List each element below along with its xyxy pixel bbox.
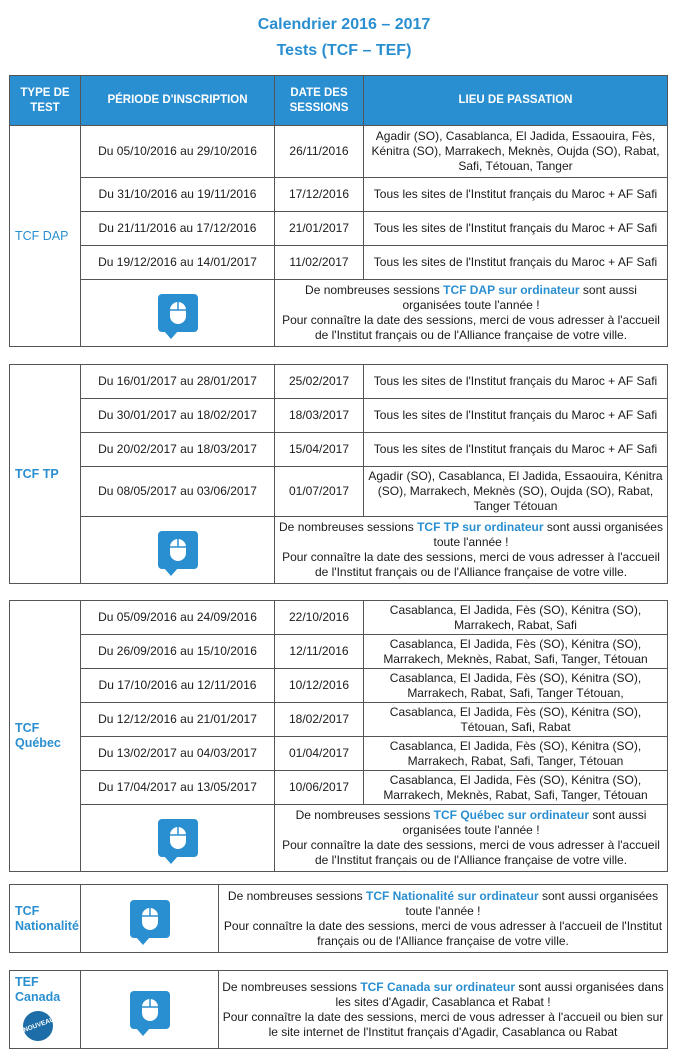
test-type-label: TCF Nationalité (10, 885, 81, 953)
date-cell: 22/10/2016 (275, 601, 364, 635)
place-cell: Tous les sites de l'Institut français du Maroc + AF Safi (364, 212, 668, 246)
mouse-icon-cell (81, 971, 219, 1049)
note-cell: De nombreuses sessions TCF Nationalité sur ordinateur sont aussi organisées toute l'année ! Pour connaître la date des sessions, merci de vous adresser à l'accueil de l'Institut français ou de l'Alliance française de votre ville. (219, 885, 668, 953)
test-type-label: TCF Québec (10, 601, 81, 872)
mouse-icon-cell (81, 885, 219, 953)
place-cell: Casablanca, El Jadida, Fès (SO), Kénitra (SO), Marrakech, Rabat, Safi (364, 601, 668, 635)
place-cell: Tous les sites de l'Institut français du Maroc + AF Safi (364, 365, 668, 399)
place-cell: Casablanca, El Jadida, Fès (SO), Kénitra (SO), Marrakech, Rabat, Safi, Tanger, Tétouan (364, 737, 668, 771)
period-cell: Du 12/12/2016 au 21/01/2017 (81, 703, 275, 737)
header-date: DATE DES SESSIONS (275, 76, 364, 126)
date-cell: 18/03/2017 (275, 399, 364, 433)
note-cell: De nombreuses sessions TCF TP sur ordinateur sont aussi organisées toute l'année ! Pour connaître la date des sessions, merci de vous adresser à l'accueil de l'Institut français ou de l'Alliance française de votre ville. (275, 517, 668, 584)
page-title: Calendrier 2016 – 2017 (257, 16, 431, 33)
table-tcf-quebec (9, 600, 668, 872)
place-cell: Tous les sites de l'Institut français du Maroc + AF Safi (364, 433, 668, 467)
period-cell: Du 20/02/2017 au 18/03/2017 (81, 433, 275, 467)
computer-mouse-icon (158, 819, 198, 857)
place-cell: Casablanca, El Jadida, Fès (SO), Kénitra (SO), Tétouan, Safi, Rabat (364, 703, 668, 737)
computer-mouse-icon (158, 531, 198, 569)
computer-mouse-icon (158, 294, 198, 332)
date-cell: 11/02/2017 (275, 246, 364, 280)
header-place: LIEU DE PASSATION (364, 76, 668, 126)
date-cell: 15/04/2017 (275, 433, 364, 467)
test-type-label: TCF TP (10, 365, 81, 584)
date-cell: 26/11/2016 (275, 126, 364, 178)
period-cell: Du 13/02/2017 au 04/03/2017 (81, 737, 275, 771)
date-cell: 01/04/2017 (275, 737, 364, 771)
date-cell: 01/07/2017 (275, 467, 364, 517)
computer-mouse-icon (130, 991, 170, 1029)
date-cell: 10/12/2016 (275, 669, 364, 703)
table-tcf-dap (9, 75, 668, 347)
nouveau-badge: NOUVEAU (19, 1007, 57, 1045)
date-cell: 21/01/2017 (275, 212, 364, 246)
note-cell: De nombreuses sessions TCF DAP sur ordinateur sont aussi organisées toute l'année ! Pour connaître la date des sessions, merci de vous adresser à l'accueil de l'Institut français ou de l'Alliance française de votre ville. (275, 280, 668, 347)
place-cell: Agadir (SO), Casablanca, El Jadida, Essaouira, Kénitra (SO), Marrakech, Meknès (SO), Oujda (SO), Rabat, Tanger Tétouan (364, 467, 668, 517)
table-tef-canada (9, 970, 668, 1049)
date-cell: 17/12/2016 (275, 178, 364, 212)
test-type-label: TEF Canada NOUVEAU (10, 971, 81, 1049)
computer-mouse-icon (130, 900, 170, 938)
period-cell: Du 17/10/2016 au 12/11/2016 (81, 669, 275, 703)
place-cell: Agadir (SO), Casablanca, El Jadida, Essaouira, Fès, Kénitra (SO), Marrakech, Meknès, Oujda (SO), Rabat, Safi, Tétouan, Tanger (364, 126, 668, 178)
period-cell: Du 31/10/2016 au 19/11/2016 (81, 178, 275, 212)
period-cell: Du 16/01/2017 au 28/01/2017 (81, 365, 275, 399)
table-tcf-nationalite (9, 884, 668, 953)
period-cell: Du 30/01/2017 au 18/02/2017 (81, 399, 275, 433)
period-cell: Du 19/12/2016 au 14/01/2017 (81, 246, 275, 280)
period-cell: Du 26/09/2016 au 15/10/2016 (81, 635, 275, 669)
note-cell: De nombreuses sessions TCF Canada sur ordinateur sont aussi organisées dans les sites d'Agadir, Casablanca et Rabat ! Pour connaître la date des sessions, merci de vous adresser à l'accueil ou bien sur le site internet de l'Institut français d'Agadir, Casablanca ou Rabat (219, 971, 668, 1049)
mouse-icon-cell (81, 517, 275, 584)
date-cell: 12/11/2016 (275, 635, 364, 669)
place-cell: Casablanca, El Jadida, Fès (SO), Kénitra (SO), Marrakech, Meknès, Rabat, Safi, Tanger, Tétouan (364, 771, 668, 805)
note-cell: De nombreuses sessions TCF Québec sur ordinateur sont aussi organisées toute l'année ! Pour connaître la date des sessions, merci de vous adresser à l'accueil de l'Institut français ou de l'Alliance française de votre ville. (275, 805, 668, 872)
place-cell: Casablanca, El Jadida, Fès (SO), Kénitra (SO), Marrakech, Rabat, Safi, Tanger Tétouan, (364, 669, 668, 703)
period-cell: Du 17/04/2017 au 13/05/2017 (81, 771, 275, 805)
period-cell: Du 05/09/2016 au 24/09/2016 (81, 601, 275, 635)
place-cell: Tous les sites de l'Institut français du Maroc + AF Safi (364, 178, 668, 212)
place-cell: Tous les sites de l'Institut français du Maroc + AF Safi (364, 399, 668, 433)
header-type: TYPE DE TEST (10, 76, 81, 126)
place-cell: Casablanca, El Jadida, Fès (SO), Kénitra (SO), Marrakech, Meknès, Rabat, Safi, Tanger, Tétouan (364, 635, 668, 669)
date-cell: 18/02/2017 (275, 703, 364, 737)
date-cell: 25/02/2017 (275, 365, 364, 399)
place-cell: Tous les sites de l'Institut français du Maroc + AF Safi (364, 246, 668, 280)
page-subtitle: Tests (TCF – TEF) (276, 42, 412, 59)
date-cell: 10/06/2017 (275, 771, 364, 805)
period-cell: Du 21/11/2016 au 17/12/2016 (81, 212, 275, 246)
test-type-label: TCF DAP (10, 126, 81, 347)
period-cell: Du 08/05/2017 au 03/06/2017 (81, 467, 275, 517)
mouse-icon-cell (81, 805, 275, 872)
table-tcf-tp (9, 364, 668, 584)
period-cell: Du 05/10/2016 au 29/10/2016 (81, 126, 275, 178)
mouse-icon-cell (81, 280, 275, 347)
header-period: PÉRIODE D'INSCRIPTION (81, 76, 275, 126)
